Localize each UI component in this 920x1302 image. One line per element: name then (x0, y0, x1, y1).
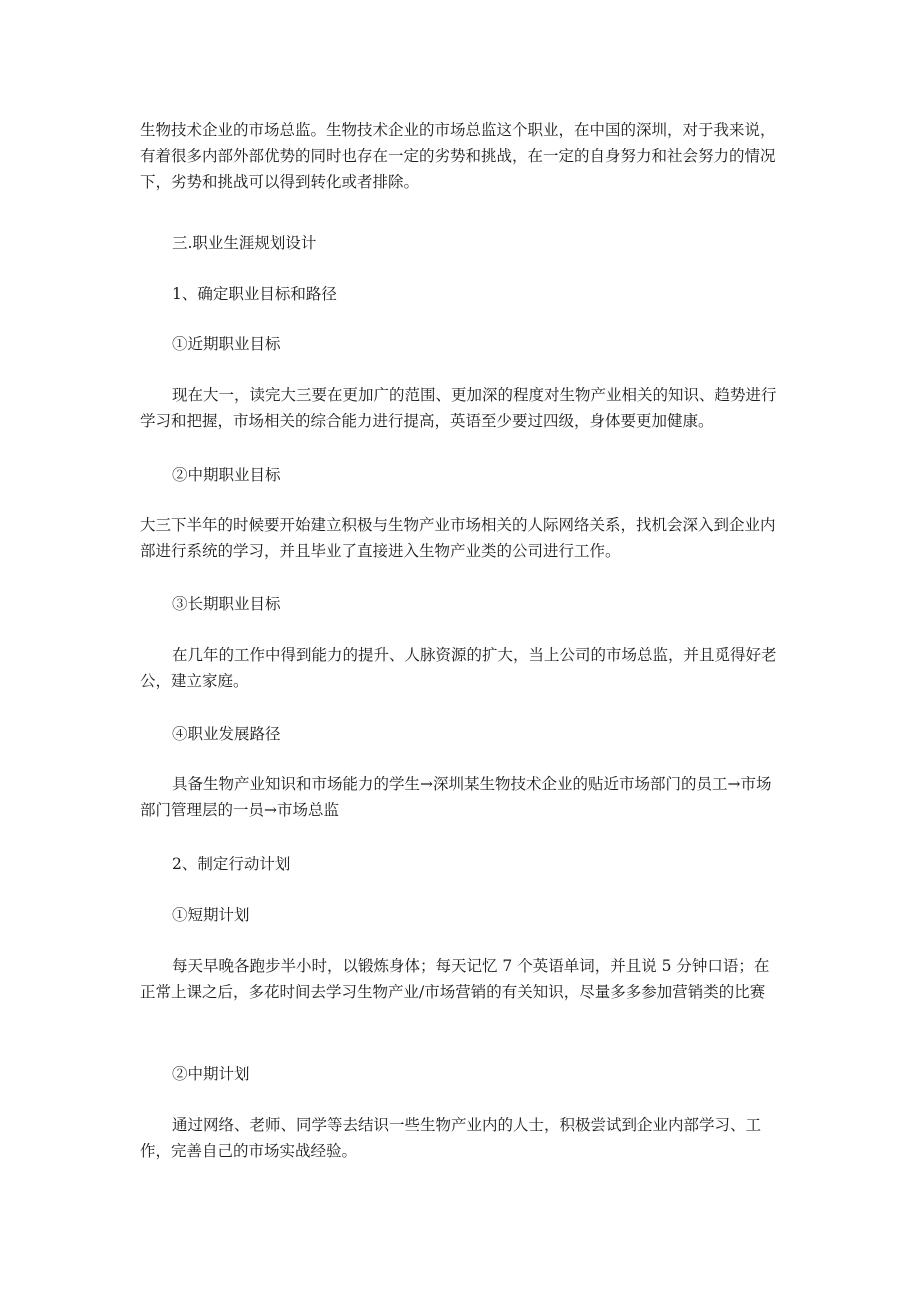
mid-term-goal-paragraph: 大三下半年的时候要开始建立积极与生物产业市场相关的人际网络关系，找机会深入到企业内部进行系统的学习，并且毕业了直接进入生物产业类的公司进行工作。 (140, 516, 776, 560)
subheading-short-term-plan: ①短期计划 (172, 906, 250, 924)
mid-term-plan-paragraph: 通过网络、老师、同学等去结识一些生物产业内的人士，积极尝试到企业内部学习、工作，完善自己的市场实战经验。 (140, 1116, 762, 1160)
short-term-plan-paragraph: 每天早晚各跑步半小时，以锻炼身体；每天记忆 7 个英语单词，并且说 5 分钟口语；在正常上课之后，多花时间去学习生物产业/市场营销的有关知识，尽量多多参加营销类的比赛 (140, 957, 770, 1001)
subheading-mid-term-goal: ②中期职业目标 (172, 466, 281, 484)
subheading-action-plan: 2、制定行动计划 (172, 855, 291, 873)
section-heading-3: 三.职业生涯规划设计 (172, 234, 317, 252)
subheading-short-term-goal: ①近期职业目标 (172, 335, 281, 353)
subheading-long-term-goal: ③长期职业目标 (172, 595, 281, 613)
short-term-goal-paragraph: 现在大一，读完大三要在更加广的范围、更加深的程度对生物产业相关的知识、趋势进行学习和把握，市场相关的综合能力进行提高，英语至少要过四级，身体要更加健康。 (140, 386, 777, 430)
career-path-paragraph: 具备生物产业知识和市场能力的学生→深圳某生物技术企业的贴近市场部门的员工→市场部门管理层的一员→市场总监 (140, 775, 772, 819)
subheading-career-path: ④职业发展路径 (172, 725, 281, 743)
subheading-career-goals: 1、确定职业目标和路径 (172, 285, 337, 303)
subheading-mid-term-plan: ②中期计划 (172, 1065, 250, 1083)
long-term-goal-paragraph: 在几年的工作中得到能力的提升、人脉资源的扩大，当上公司的市场总监，并且觅得好老公，建立家庭。 (140, 646, 777, 690)
intro-paragraph: 生物技术企业的市场总监。生物技术企业的市场总监这个职业，在中国的深圳，对于我来说，有着很多内部外部优势的同时也存在一定的劣势和挑战，在一定的自身努力和社会努力的情况下，劣势和挑战可以得到转化或者排除。 (140, 121, 776, 191)
